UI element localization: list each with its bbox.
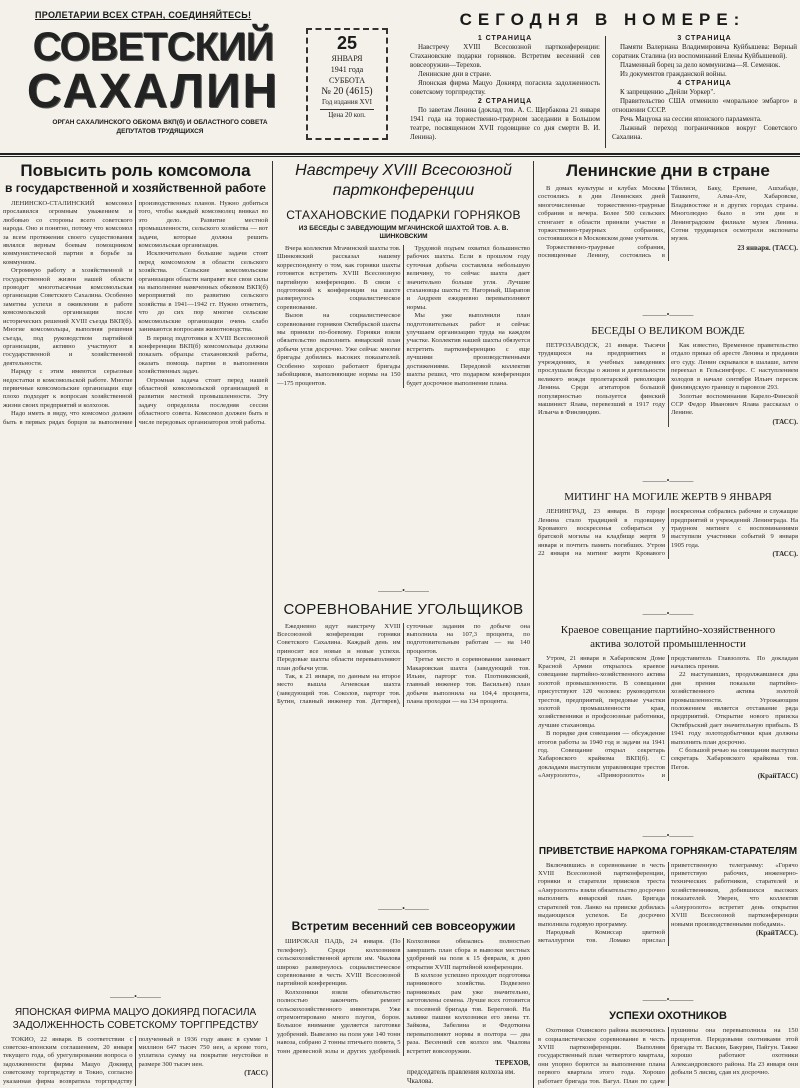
paragraph: ШИРОКАЯ ПАДЬ, 24 января. (По телефону). Среди колхозников сельскохозяйственной артели им. Чкалова широко развернулось социалистическое соревнование в честь XVIII Всесоюзной партийной конференции.	[277, 938, 401, 988]
paragraph: ТОКИО, 22 января. В соответствии с советско-японским соглашением, 20 января текущего года, об урегулировании вопроса о задолженности фирмы Мацуо Докиярд советскому торгпредству в Токио, согласно указанная фирма возвратила торгпредству полученный в 1936 году аванс в сумме 1 миллион 647 тысяч 750 иен, а кроме того, уплатила сумму на покрытие неустойки в размере 300 тысяч иен.	[3, 1035, 268, 1085]
newspaper-logo	[18, 26, 288, 116]
masthead-slogan: ПРОЛЕТАРИИ ВСЕХ СТРАН, СОЕДИНЯЙТЕСЬ!	[35, 10, 252, 20]
toc-divider	[605, 36, 606, 148]
paragraph: В колхозе успешно проходит подготовка парникового хозяйства. Подвезено парниковых рам уже значительно, заготовлены семена. Лучше всех готовится к посевной бригада тов. Береговой. На заливке пашни колхозники его звена тт. Зайкова, Забелина и Федоткина перевыполняют нормы в полтора — два раза. Весенний сев колхоз им. Чкалова встретит вовсеоружии.	[406, 971, 530, 1055]
stakhanov-section	[277, 161, 530, 388]
japan-article	[3, 1036, 268, 1086]
paragraph: В период подготовки к XVIII Всесоюзной конференции ВКП(б) комсомольцы должны показать образцы стахановской работы, оказать помощь партии в выполнении хозяйственных задач.	[138, 334, 268, 376]
separator: ———•———	[642, 310, 694, 320]
greeting-section	[538, 827, 798, 946]
paragraph: С большой речью на совещании выступил секретарь Хабаровского крайкома тов. Пегов.	[671, 747, 798, 771]
toc-item[interactable]: Памяти Валериана Владимировича Куйбышева: Верный соратник Сталина (из воспоминаний Елены Куйбышевой).	[612, 43, 797, 60]
paragraph: ЛЕНИНГРАД, 23 января. В городе Ленина стало традицией в годовщину Кровавого воскресенья собираться у братской могилы на кладбище жертв 9 января и почтить память погибших. Утром 22 января на митинг жертв Кровавого воскресенья собрались рабочие и служащие предприятий и учреждений Ленинграда. На траурном митинге с воспоминаниями выступили участники событий 9 января 1905 года.	[538, 508, 798, 558]
separator: ———•———	[642, 476, 694, 486]
signature-role: председатель правления колхоза им. Чкалова.	[407, 1068, 515, 1085]
sowing-signature	[407, 1059, 530, 1086]
lenin-headline: Ленинские дни в стране	[566, 161, 770, 180]
paragraph: Огромная задача стоит перед нашей областной комсомольской организацией в развитии местной промышленности. Эту задачу определила последняя сессия областного совета. Комсомол должен быть в числе передовых организаторов этой работы.	[138, 376, 268, 426]
komsomol-title-2: в государственной и хозяйственной работе	[5, 181, 266, 195]
greeting-headline: ПРИВЕТСТВИЕ НАРКОМА ГОРНЯКАМ-СТАРАТЕЛЯМ	[538, 845, 798, 857]
japan-section	[3, 988, 268, 1086]
paragraph: Охотники Охинского района включились в социалистическое соревнование в честь XVIII партконференции. Выполняя государственный план четвертого квартала, они упорно борются за выполнение плана первого квартала этого года. Хорошо работает бригада тов. Вагул. План по сдаче пушнины она перевыполнила на 150 процентов. Передовыми охотниками этой бригады тт. Васкин, Бакурин, Пайгун. Также хорошо работают охотники Александровского района. На 23 января они добыли 5 лисиц, сдав их досрочно.	[538, 1027, 798, 1085]
toc-item[interactable]: Навстречу XVIII Всесоюзной партконференции: Стахановские подарки горняков. Встретим весенний сев вовсеоружии—Терехов.	[410, 43, 600, 69]
paragraph: В порядке дня совещания — обсуждение итогов работы за 1940 год и задачи на 1941 год. Совещание открыл секретарь Хабаровского крайкома ВКП(б). С докладами выступили управляющие трестов «Амурзолото», «Приморзолото» и представитель Главзолота. По докладам начались прения.	[538, 654, 798, 780]
stakhanov-article	[277, 245, 530, 388]
article-signature: 23 января. (ТАСС).	[737, 243, 798, 252]
paragraph: Трудовой подъем охватил большинство рабочих шахты. Если в прошлом году суточная добыча составляла небольшую величину, то сейчас шахта дает значительно больше угля. Лучшие стахановцы шахты тт. Нагорный, Шарапов и Андреев ежедневно перевыполняют нормы.	[406, 245, 530, 311]
coal-headline: СОРЕВНОВАНИЕ УГОЛЬЩИКОВ	[283, 600, 524, 618]
issue-day: 25	[336, 33, 358, 53]
middle-column	[277, 161, 530, 1086]
gold-title-2: актива золотой промышленности	[590, 637, 746, 650]
paragraph: Исключительно большие задачи стоят перед комсомолом в области сельского хозяйства. Сельские комсомольские организации области направят все свои силы на выполнение намеченных обкомом ВКП(б) мероприятий по развитию сельского хозяйства в 1941—1942 гг. Нужно отметить, что до сих пор многие сельские комсомольские организации очень слабо занимаются вопросами животноводства.	[138, 250, 268, 334]
stakhanov-headline: СТАХАНОВСКИЕ ПОДАРКИ ГОРНЯКОВ	[286, 208, 521, 222]
hunters-section	[538, 991, 798, 1086]
komsomol-title-1: Повысить роль комсомола	[20, 161, 251, 180]
issue-price: Цена 20 коп.	[320, 109, 374, 120]
paragraph: Колхозники взяли обязательство полностью закончить ремонт сельскохозяйственного инвентаря. Уже отремонтировано много плугов, борон. Большое внимание уделяется заготовке удобрений. Вывезено на поля уже 140 тонн навоза, собрано 2 тонны птичьего помета, 5 тонн древесной золы и других удобрений. Колхозники обязались полностью завершить план сбора и вывозки местных удобрений на поля к 15 февраля, к дню открытия XVIII партийной конференции.	[277, 938, 530, 1055]
paragraph: Народный Комиссар цветной металлургии тов. Ломако прислал приветственную телеграмму: «Горячо приветствую рабочих, инженерно-технических работников, старателей и хозяйственников, добившихся высоких показателей. Уверен, что коллектив «Амурзолото» встретит день открытия XVIII Всесоюзной партконференции новыми производственными победами».	[538, 861, 798, 945]
lenin-section	[538, 161, 798, 261]
gold-title-1: Краевое совещание партийно-хозяйственного	[560, 623, 776, 636]
issue-number: № 20 (4615)	[321, 86, 373, 97]
komsomol-section	[3, 161, 268, 427]
greeting-article	[538, 862, 798, 946]
article-signature: (ТАСС)	[244, 1069, 268, 1078]
separator: ———•———	[110, 991, 161, 1001]
right-column	[538, 161, 798, 1086]
issue-year: 1941 года	[330, 65, 364, 74]
left-column	[3, 161, 268, 1086]
paragraph: Золотые воспоминания Карело-Финской ССР Федор Иванович Ялава рассказал о Ленине.	[671, 392, 798, 417]
toc-item[interactable]: Лыжный переход пограничников вокруг Советского Сахалина.	[612, 124, 797, 141]
paragraph: Так, к 21 января, по данным на второе место вышла Агневская шахта (заведующий тов. Соколов, парторг тов. Бутин, главный инженер тов. Дегтярев), суточные задания по добыче она выполнила на 107,3 процента, по подготовительным работам — на 140 процентов.	[277, 622, 530, 706]
rubric-title-2: партконференции	[332, 182, 475, 199]
toc-item[interactable]: Правительство США отменило «моральное эмбарго» в отношении СССР.	[612, 97, 797, 114]
signature-name: ТЕРЕХОВ,	[495, 1059, 530, 1067]
toc-right	[612, 34, 797, 142]
article-signature: (ТАСС).	[772, 550, 798, 559]
rally-headline: МИТИНГ НА МОГИЛЕ ЖЕРТВ 9 ЯНВАРЯ	[564, 491, 772, 504]
rubric-title-1: Навстречу XVIII Всесоюзной	[295, 162, 512, 179]
paragraph: Утром, 21 января в Хабаровском Доме Красной Армии открылось краевое совещание партийно-хозяйственного актива золотой промышленности. В совещании присутствуют 120 человек: руководители трестов, предприятий, передовые участки золотой промышленности края, хозяйственники и профсоюзные работники, лучшие стахановцы.	[538, 654, 665, 729]
stakhanov-subtitle: ИЗ БЕСЕДЫ С ЗАВЕДУЮЩИМ МГАЧИНСКОЙ ШАХТОЙ ТОВ. А. В. ШИНКОВСКИМ	[298, 225, 509, 240]
paragraph: Вчера коллектив Мгачинской шахты тов. Шинковский рассказал нашему корреспонденту о том, как горняки шахты готовятся встретить XVIII Всесоюзную партийную конференцию. В связи с подготовкой к конференции на шахте развернулось социалистическое соревнование.	[277, 245, 401, 311]
toc-item[interactable]: Ленинские дни в стране.	[418, 70, 492, 78]
toc-item[interactable]: По заветам Ленина (доклад тов. А. С. Щербакова 21 января 1941 года на торжественно-траурном заседании в Большом театре, посвященном XVII годовщине со дня смерти В. И. Ленина).	[410, 106, 600, 141]
separator: ———•———	[642, 830, 694, 840]
coal-article	[277, 623, 530, 707]
rally-article	[538, 508, 798, 559]
sowing-headline: Встретим весенний сев вовсеоружии	[291, 919, 516, 934]
issue-weekday: СУББОТА	[328, 76, 366, 85]
column-divider	[533, 161, 534, 1088]
toc-page-2: 2 СТРАНИЦА	[477, 98, 533, 105]
paragraph: Включившись в соревнование в честь XVIII Всесоюзной партконференции, горняки и старатели приисков треста «Амурзолото» взяли обязательство досрочно выполнить январский план. Бригада старателей тов. Ланко на прииске добилась выдающихся успехов. Ее досрочно выполнила годовую программу.	[538, 861, 665, 928]
paragraph: Как известно, Временное правительство отдало приказ об аресте Ленина и предании его суду. Ленин скрывался в шалаше, затем переехал в Гельсингфорс. С наступлением холодов в начале сентября Ильич пересек финляндскую границу в паровозе 293.	[671, 342, 798, 392]
toc-item[interactable]: К запрещению „Дейли Уоркер".	[620, 88, 715, 96]
column-divider	[272, 161, 273, 1088]
paragraph: Третье место в соревновании занимает Макаровская шахта (заведующий тов. Ильин, парторг тов. Плотниковский, главный инженер тов. Васильев) план добычи выполнила на 104,4 процента, плана проходки — на 134 процента.	[406, 656, 530, 706]
issue-volume: Год издания XVI	[322, 98, 372, 106]
issue-date-box	[306, 28, 388, 140]
hunters-headline: УСПЕХИ ОХОТНИКОВ	[609, 1010, 727, 1023]
separator: ———•———	[642, 995, 694, 1005]
logo-line-2: САХАЛИН	[26, 65, 280, 118]
paragraph: Огромную работу в хозяйственной и государственной жизни нашей области проводит многотысячная комсомольская организация Советского Сахалина. Особенно заметны успехи в оживлении в работе комсомольской организации после исторических решений XVIII съезда ВКП(б). Многие комсомольцы, выполняя решения съезда, под руководством партийной организации, активно участвуют в государственной и хозяйственной деятельности.	[3, 267, 133, 367]
coal-section	[277, 582, 530, 707]
paragraph: Наряду с этим имеются серьезные недостатки в комсомольской работе. Многие первичные комсомольские организации еще плохо подходят к вопросам хозяйственной жизни своих предприятий и колхозов.	[3, 368, 133, 409]
toc-title: СЕГОДНЯ В НОМЕРЕ:	[459, 10, 746, 29]
komsomol-article	[3, 200, 268, 427]
issue-month: ЯНВАРЯ	[331, 54, 363, 63]
japan-title-2: ЗАДОЛЖЕННОСТЬ СОВЕТСКОМУ ТОРГПРЕДСТВУ	[12, 1019, 259, 1031]
toc-item[interactable]: Японская фирма Мацуо Докиярд погасила задолженность советскому торгпредству.	[410, 79, 600, 96]
masthead-organ: ОРГАН САХАЛИНСКОГО ОБКОМА ВКП(б) И ОБЛАСТНОГО СОВЕТА ДЕПУТАТОВ ТРУДЯЩИХСЯ	[52, 119, 268, 135]
gold-article	[538, 655, 798, 782]
separator: ———•———	[378, 585, 429, 595]
masthead-rule	[0, 153, 800, 157]
article-signature: (КрайТАСС).	[755, 928, 798, 937]
paragraph: ЛЕНИНСКО-СТАЛИНСКИЙ комсомол прославился огромным уважением и любовью со стороны всего советского народа. Оно и понятно, потому что комсомол за всем протяжении своего существования являлся верным боевым помощником коммунистической партии в борьбе за коммунизм.	[3, 200, 133, 266]
toc-left	[410, 34, 600, 142]
article-signature: (КрайТАСС)	[757, 772, 798, 781]
toc-item[interactable]: Пламенный борец за дело коммунизма—Я. Семенюк.	[620, 61, 781, 69]
sowing-article	[277, 938, 530, 1056]
toc-page-3: 3 СТРАНИЦА	[677, 35, 732, 42]
paragraph: Надо иметь в виду, что комсомол должен быть в первых рядах борцов за выполнение производственных планов. Нужно добиться того, чтобы каждый комсомолец вникал во это дело. Развитие местной промышленности, сельского хозяйства — вот задачи, которые должна решить комсомольская организация.	[3, 200, 268, 426]
gold-section	[538, 605, 798, 782]
paragraph: 22 выступавших, продолжавшиеся два дня прения показали партийно-хозяйственного актива золотой промышленности. Угрожающим положением является отставание ряда предприятий. Открытие нового прииска Октябрьский дает значительную прибыль. В 1941 году золотодобытчики края должны выполнить план досрочно.	[671, 671, 798, 746]
talks-headline: БЕСЕДЫ О ВЕЛИКОМ ВОЖДЕ	[591, 325, 745, 338]
paragraph: Мы уже выполнили план подготовительных работ и сейчас улучшаем организацию труда на каждом участке. Коллектив нашей шахты обязуется встретить партконференцию с еще лучшими производственными достижениями. Передовой коллектив шахты решил, что подарком конференции будет досрочное выполнение плана.	[406, 312, 530, 387]
logo-line-1: СОВЕТСКИЙ	[32, 25, 274, 69]
japan-title-1: ЯПОНСКАЯ ФИРМА МАЦУО ДОКИЯРД ПОГАСИЛА	[14, 1006, 257, 1018]
toc-page-1: 1 СТРАНИЦА	[477, 35, 533, 42]
paragraph: Вызов на социалистическое соревнование горняков Октябрьской шахты мы приняли по-боевому. Горняки взяли обязательство выполнить январский план добычи угля досрочно. Уже сейчас многие бригады добились высоких показателей. Особенно хорошо работают бригады забойщиков, выполняющие нормы на 150—175 процентов.	[277, 312, 401, 387]
paragraph: Торжественно-траурные собрания, посвященные Ленину, состоялись в Тбилиси, Баку, Ереване, Ашхабаде, Ташкенте, Алма-Ате, Хабаровске, Владивостоке и в других городах страны. Многолюдно было в эти дни в Ленинградском филиале музея Ленина. Сотни трудящихся осмотрели экспонаты музея.	[538, 185, 798, 260]
hunters-article	[538, 1027, 798, 1086]
toc-page-4: 4 СТРАНИЦА	[677, 80, 732, 87]
toc-item[interactable]: Речь Мацуока на сессии японского парламента.	[620, 115, 762, 123]
separator: ———•———	[378, 904, 429, 914]
rally-section	[538, 472, 798, 559]
paragraph: Ежедневно идут навстречу XVIII Всесоюзной конференции горняки Советского Сахалина. Каждый день им приносит все новые и новые успехи. Передовые шахты области перевыполняют план добычи угля.	[277, 622, 401, 672]
paragraph: В домах культуры и клубах Москвы состоялись в дни Ленинских дней многочисленные торжественно-траурные собрания и вечера. Более 500 сельских стенгазет в области приняли участие в торжественно-траурных собраниях, состоявшихся в Московском доме учителя.	[538, 185, 665, 243]
separator: ———•———	[642, 608, 694, 618]
talks-section	[538, 306, 798, 427]
lenin-article	[538, 185, 798, 261]
talks-article	[538, 342, 798, 427]
article-signature: (ТАСС).	[772, 417, 798, 426]
sowing-section	[277, 900, 530, 1086]
paragraph: ПЕТРОЗАВОДСК, 21 января. Тысячи трудящихся на предприятиях и учреждениях, в учебных заведениях прослушали беседы о жизни и деятельности великого вождя пролетарской революции Ленина. Среди агитаторов большой популярностью пользуется финский машинист Ялава, перевезший в 1917 году Ильича в Финляндию.	[538, 342, 665, 417]
toc-item[interactable]: Из документов гражданской войны.	[620, 70, 727, 78]
